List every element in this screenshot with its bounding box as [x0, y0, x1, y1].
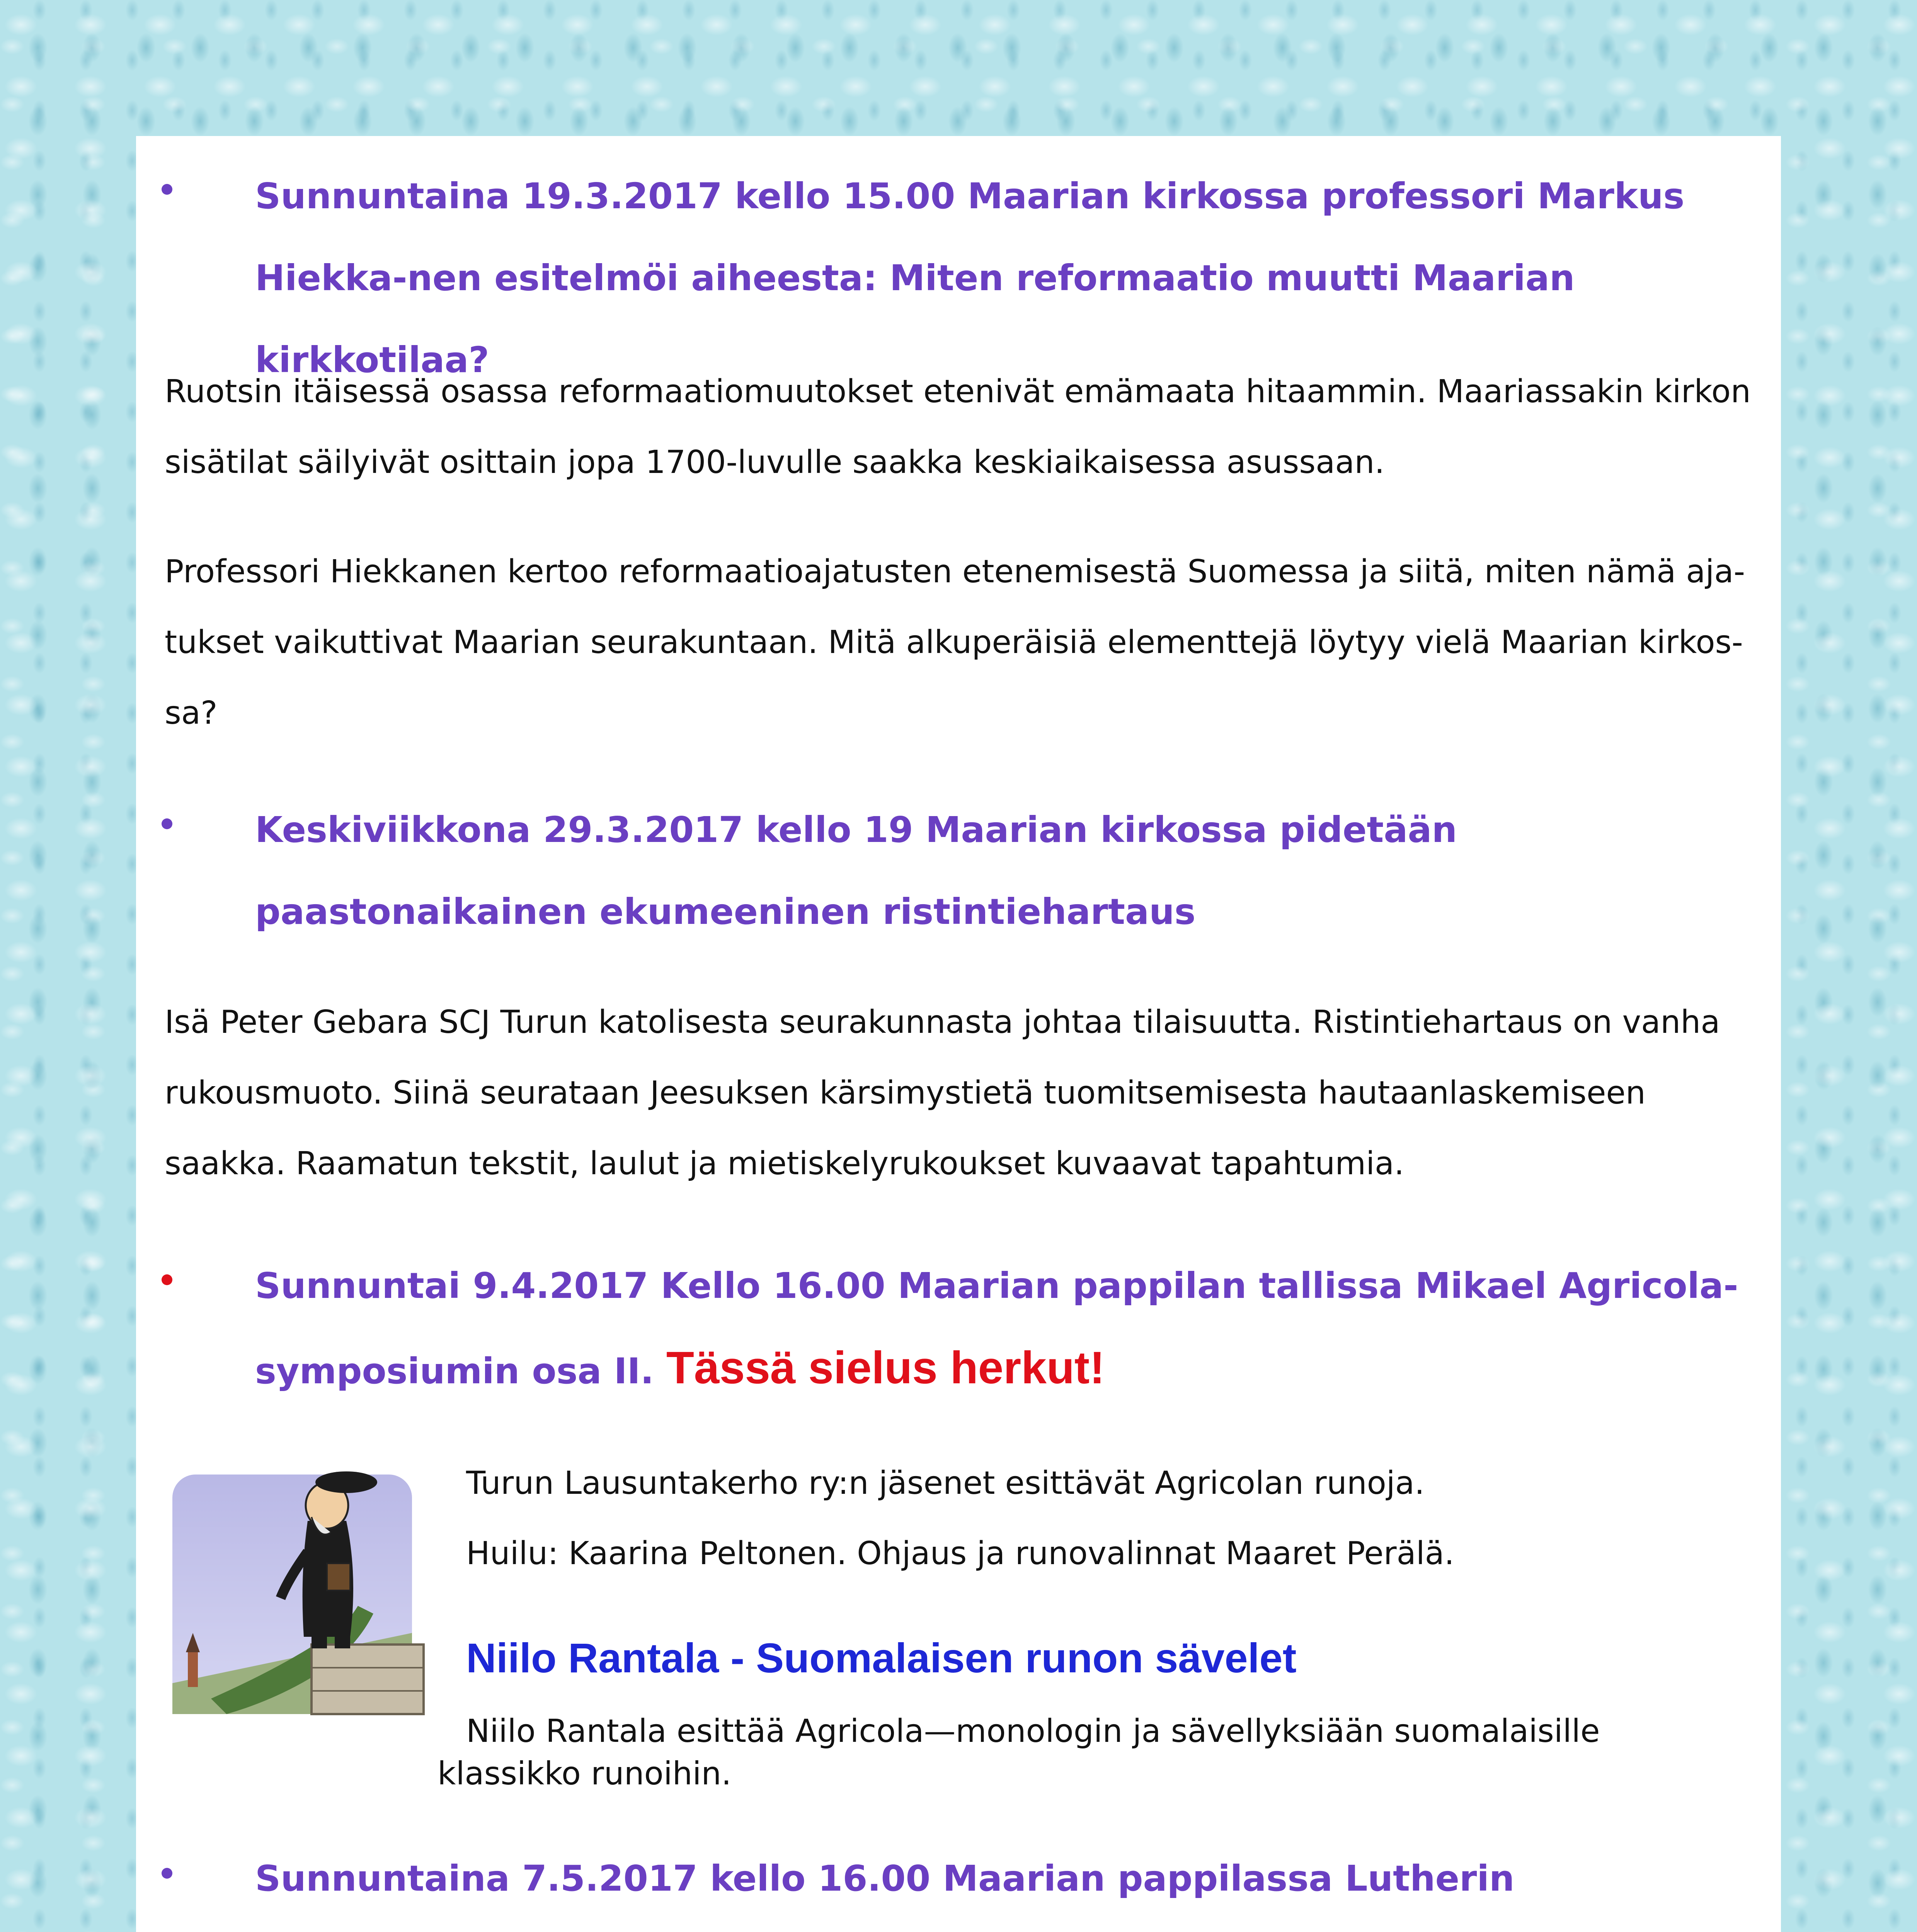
- event-title: [255, 1245, 1751, 1412]
- event-paragraph: Isä Peter Gebara SCJ Turun katolisesta seurakunnasta johtaa tilaisuutta. Ristintiehartaus on vanha rukousmuoto. Siinä seurataan Jeesuksen kärsimystietä tuomitsemisesta hautaanlaskemiseen saakka. Raamatun tekstit, laulut ja mietiskelyrukoukset kuvaavat tapahtumia.: [165, 1004, 1720, 1182]
- performer-description: Niilo Rantala esittää Agricola—monologin ja sävellyksiään suomalaisille klassikko runoihin.: [438, 1713, 1600, 1792]
- bullet-point: [162, 1868, 172, 1879]
- performer-subheading: Niilo Rantala - Suomalaisen runon sävelet: [466, 1634, 1297, 1681]
- event-title: Keskiviikkona 29.3.2017 kello 19 Maarian kirkossa pidetään paastonaikainen ekumeeninen ristintiehartaus: [255, 809, 1457, 932]
- flyer-page: [136, 136, 1781, 1932]
- bullet-point: [162, 818, 172, 829]
- flute-line: Huilu: Kaarina Peltonen. Ohjaus ja runovalinnat Maaret Perälä.: [466, 1535, 1454, 1572]
- bullet-point: [162, 1274, 172, 1285]
- bullet-point: [162, 184, 172, 195]
- event-title: Sunnuntaina 19.3.2017 kello 15.00 Maarian kirkossa professori Markus Hiekka-nen esitelmöi aiheesta: Miten reformaatio muutti Maarian kirkkotilaa?: [255, 175, 1685, 381]
- performers-line: Turun Lausuntakerho ry:n jäsenet esittävät Agricolan runoja.: [466, 1465, 1425, 1502]
- event-paragraph: Professori Hiekkanen kertoo reformaatioajatusten etenemisestä Suomessa ja siitä, miten nämä aja-tukset vaikuttivat Maarian seurakuntaan. Mitä alkuperäisiä elementtejä löytyy vielä Maarian kirkos-sa?: [165, 553, 1745, 731]
- event-paragraph: Ruotsin itäisessä osassa reformaatiomuutokset etenivät emämaata hitaammin. Maariassakin kirkon sisätilat säilyivät osittain jopa 1700-luvulle saakka keskiaikaisessa asussaan.: [165, 373, 1751, 481]
- event-title-text: Sunnuntai 9.4.2017 Kello 16.00 Maarian pappilan tallissa Mikael Agricola-symposiumin osa II.: [255, 1265, 1738, 1392]
- event-title: Sunnuntaina 7.5.2017 kello 16.00 Maarian pappilassa Lutherin: [255, 1858, 1515, 1899]
- agricola-cartoon-illustration: [165, 1451, 451, 1737]
- event-highlight: Tässä sielus herkut!: [666, 1342, 1105, 1393]
